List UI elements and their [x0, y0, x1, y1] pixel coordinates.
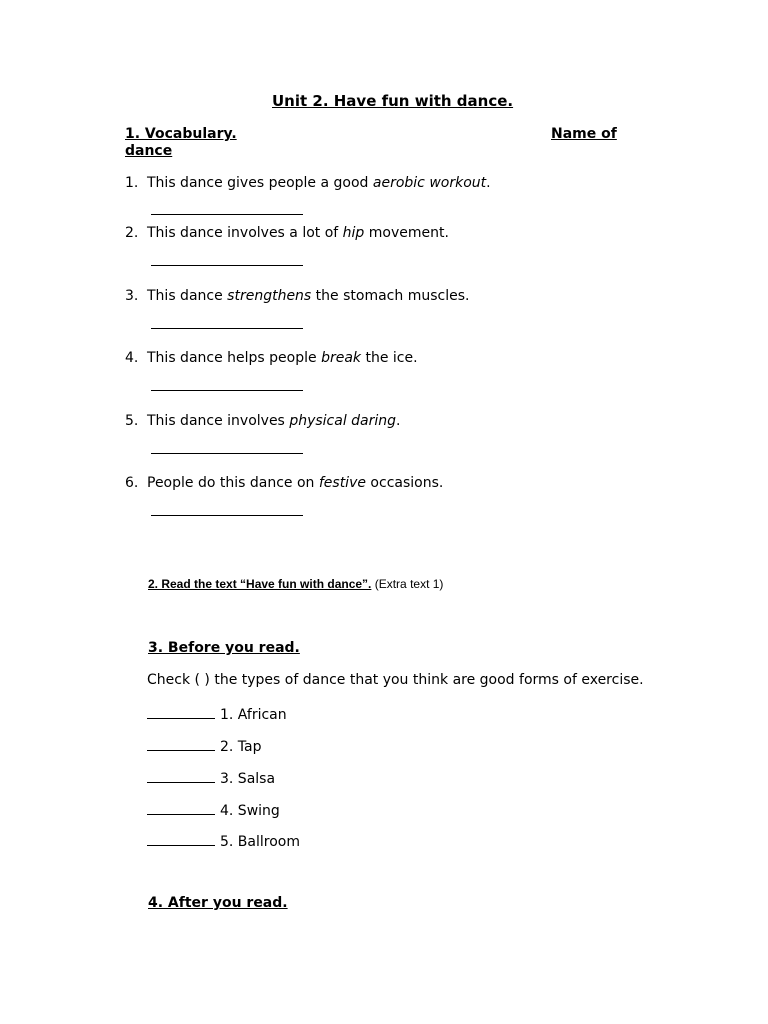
- answer-blank[interactable]: [151, 328, 303, 329]
- check-blank[interactable]: [147, 831, 215, 846]
- item-number: 3.: [125, 288, 139, 304]
- check-blank[interactable]: [147, 704, 215, 719]
- vocab-item: People do this dance on festive occasions.: [147, 475, 444, 491]
- vocab-item: This dance strengthens the stomach muscles.: [147, 288, 470, 304]
- check-option: 2. Tap: [147, 736, 262, 755]
- answer-blank[interactable]: [151, 214, 303, 215]
- answer-blank[interactable]: [151, 515, 303, 516]
- dance-heading-continued: dance: [125, 143, 173, 159]
- check-blank[interactable]: [147, 736, 215, 751]
- section-2-instruction: 2. Read the text “Have fun with dance”. (Extra text 1): [148, 577, 444, 591]
- after-you-read-heading: 4. After you read.: [148, 895, 288, 911]
- check-option: 5. Ballroom: [147, 831, 300, 850]
- check-instruction: Check ( ) the types of dance that you think are good forms of exercise.: [147, 672, 644, 688]
- vocab-item: This dance helps people break the ice.: [147, 350, 418, 366]
- vocab-item: This dance involves physical daring.: [147, 413, 401, 429]
- check-option: 1. African: [147, 704, 287, 723]
- item-number: 2.: [125, 225, 139, 241]
- check-option: 4. Swing: [147, 800, 280, 819]
- vocabulary-heading: 1. Vocabulary.: [125, 126, 237, 142]
- before-you-read-heading: 3. Before you read.: [148, 640, 300, 656]
- item-number: 5.: [125, 413, 139, 429]
- vocab-item: This dance involves a lot of hip movement.: [147, 225, 449, 241]
- answer-blank[interactable]: [151, 390, 303, 391]
- check-blank[interactable]: [147, 800, 215, 815]
- check-option: 3. Salsa: [147, 768, 275, 787]
- check-blank[interactable]: [147, 768, 215, 783]
- page-title: Unit 2. Have fun with dance.: [272, 92, 514, 110]
- item-number: 6.: [125, 475, 139, 491]
- name-of-dance-heading: Name of: [551, 126, 617, 142]
- item-number: 4.: [125, 350, 139, 366]
- answer-blank[interactable]: [151, 265, 303, 266]
- answer-blank[interactable]: [151, 453, 303, 454]
- item-number: 1.: [125, 175, 139, 191]
- vocab-item: This dance gives people a good aerobic workout.: [147, 175, 491, 191]
